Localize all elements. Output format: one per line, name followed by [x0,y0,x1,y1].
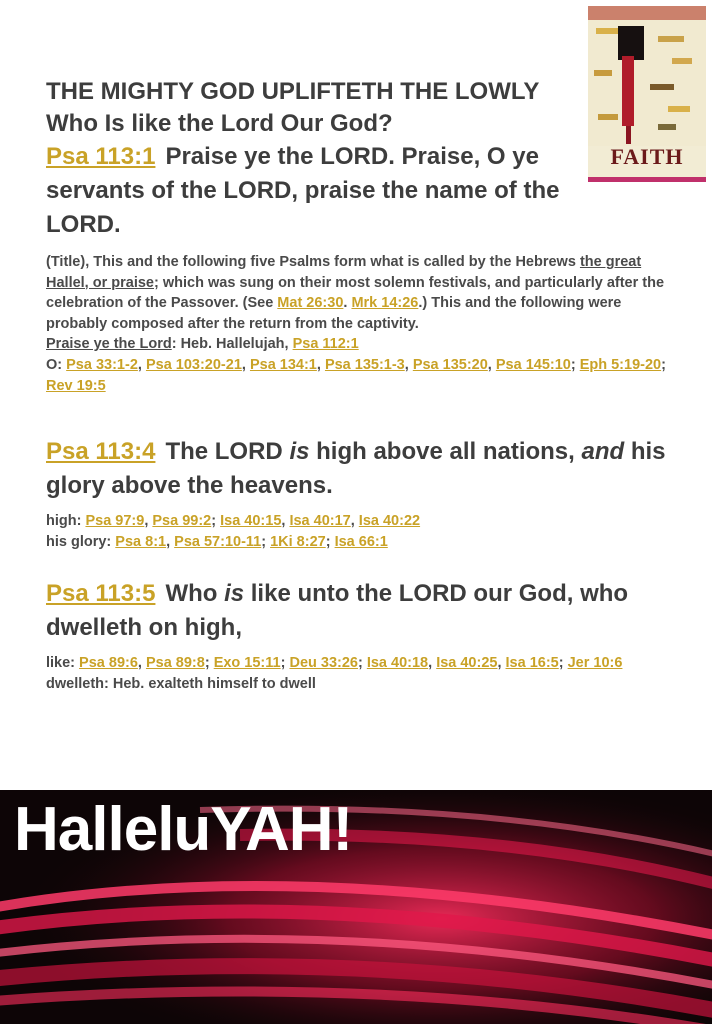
xref-link[interactable]: Mrk 14:26 [351,295,419,311]
verse-ref-link[interactable]: Psa 113:1 [46,143,156,170]
like-label: like: [46,655,80,671]
banner-title: HalleluYAH! [14,795,353,864]
verse-text: his glory above the heavens. [46,438,666,499]
xref-link[interactable]: Psa 134:1 [249,357,317,373]
xref-link[interactable]: Isa 16:5 [505,655,559,671]
praise-text: : Heb. Hallelujah, [171,336,293,352]
xref-link[interactable]: Psa 145:10 [495,357,571,373]
glory-label: his glory: [46,534,116,550]
verse-113-4 [46,435,668,503]
verse-italic: and [581,438,625,465]
xref-link[interactable]: 1Ki 8:27 [270,534,326,550]
note-text: .) This and the following were probably composed after the return from the captivity. [46,295,622,332]
xref-link[interactable]: Exo 15:11 [213,655,281,671]
xref-link[interactable]: Eph 5:19-20 [579,357,662,373]
page-title: THE MIGHTY GOD UPLIFTETH THE LOWLY [46,78,540,105]
dwelleth-xref: dwelleth: Heb. exalteth himself to dwell [46,676,316,692]
xref-link[interactable]: Isa 40:15 [220,513,282,529]
xref-link[interactable]: Rev 19:5 [46,378,106,394]
verse-note [46,252,668,334]
note-text: . [343,295,352,311]
glory-xref: his glory: Psa 8:1, Psa 57:10-11; 1Ki 8:27; Isa 66:1 [46,534,388,550]
like-xref: like: Psa 89:6, Psa 89:8; Exo 15:11; Deu 33:26; Isa 40:18, Isa 40:25, Isa 16:5; Jer 10:6 [46,655,623,671]
xref-link[interactable]: Psa 33:1-2 [66,357,138,373]
verse-italic: is [289,438,310,465]
verse-text: like unto the LORD our God, who dwelleth on high, [46,580,629,641]
faith-caption: FAITH [610,144,684,169]
verse-text: high above all nations, [309,438,582,465]
xref-link[interactable]: Psa 135:1-3 [324,357,405,373]
verse-ref-link[interactable]: Psa 113:5 [46,580,156,607]
high-xref: high: Psa 97:9, Psa 99:2; Isa 40:15, Isa 40:17, Isa 40:22 [46,513,421,529]
page-subtitle: Who Is like the Lord Our God? [46,110,393,137]
note-text: (Title), This and the following five Psalms form what is called by the Hebrews [46,254,580,270]
xref-link[interactable]: Psa 99:2 [152,513,212,529]
xref-link[interactable]: Mat 26:30 [277,295,344,311]
verse-113-1 [46,140,606,242]
xref-link[interactable]: Isa 40:25 [436,655,498,671]
verse-text: Praise ye the LORD. Praise, O ye servants of the LORD, praise the name of the LORD. [46,143,560,238]
xref-link[interactable]: Deu 33:26 [289,655,358,671]
xref-link[interactable]: Psa 103:20-21 [145,357,242,373]
halleluyah-banner [0,790,712,1024]
xref-link[interactable]: Psa 89:8 [145,655,205,671]
xref-link[interactable]: Psa 57:10-11 [174,534,262,550]
xref-link[interactable]: Psa 112:1 [292,336,359,352]
xref-link[interactable]: Psa 8:1 [115,534,167,550]
o-xref: O: Psa 33:1-2, Psa 103:20-21, Psa 134:1, Psa 135:1-3, Psa 135:20, Psa 145:10; Eph 5:19-20; Rev 19:5 [46,357,666,394]
praise-label: Praise ye the Lord [46,336,172,352]
note-text: ; which was sung on their most solemn festivals, and particularly after the celebration of the Passover. (See [46,274,665,311]
main-content [46,76,668,695]
xref-link[interactable]: Psa 135:20 [412,357,488,373]
xref-link[interactable]: Psa 97:9 [85,513,145,529]
xref-link[interactable]: Isa 66:1 [334,534,388,550]
xref-link[interactable]: Jer 10:6 [567,655,623,671]
xref-link[interactable]: Psa 89:6 [79,655,138,671]
praise-xref [46,334,668,355]
high-label: high: [46,513,86,529]
verse-113-5 [46,577,668,645]
xref-link[interactable]: Isa 40:18 [366,655,429,671]
xref-link[interactable]: Isa 40:22 [358,513,421,529]
hallel-term: the great Hallel, or praise [46,254,642,291]
verse-text: Who [165,580,225,607]
o-label: O: [46,357,67,373]
verse-ref-link[interactable]: Psa 113:4 [46,438,156,465]
xref-link[interactable]: Isa 40:17 [289,513,351,529]
verse-italic: is [224,580,245,607]
verse-text: The LORD [165,438,290,465]
